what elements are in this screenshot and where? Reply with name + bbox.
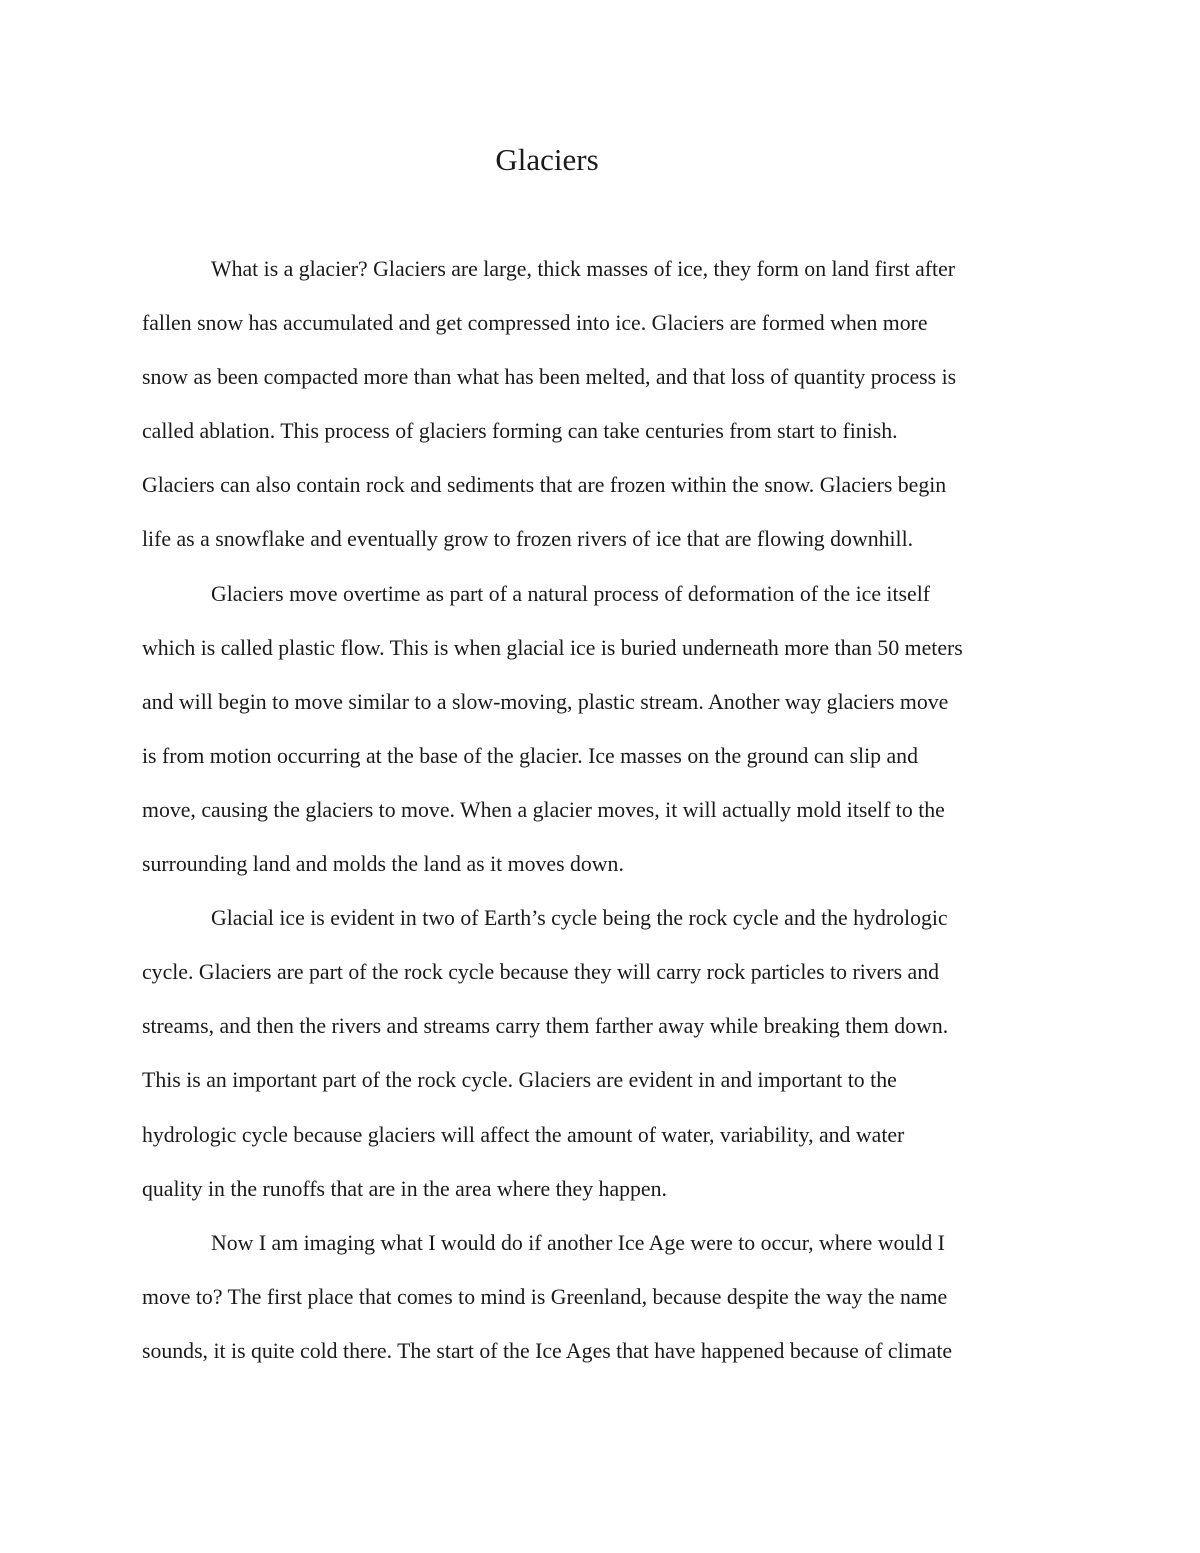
- paragraph-line: hydrologic cycle because glaciers will affect the amount of water, variability, and water: [142, 1122, 905, 1147]
- paragraph-line: and will begin to move similar to a slow-moving, plastic stream. Another way glaciers move: [142, 689, 949, 714]
- paragraph-line: What is a glacier? Glaciers are large, thick masses of ice, they form on land first after: [211, 257, 956, 281]
- document-body: [142, 242, 1060, 1378]
- paragraph-line: move, causing the glaciers to move. When a glacier moves, it will actually mold itself to the: [142, 797, 945, 822]
- paragraph-2: [142, 567, 1060, 892]
- paragraph-line: called ablation. This process of glaciers forming can take centuries from start to finish.: [142, 419, 898, 444]
- document-title: Glaciers: [495, 142, 599, 177]
- paragraph-line: Now I am imaging what I would do if another Ice Age were to occur, where would I: [211, 1230, 945, 1255]
- paragraph-1: [142, 242, 1060, 567]
- paragraph-line: streams, and then the rivers and streams carry them farther away while breaking them down.: [142, 1014, 949, 1039]
- paragraph-line: which is called plastic flow. This is when glacial ice is buried underneath more than 50 meters: [142, 635, 963, 660]
- paragraph-line: Glaciers move overtime as part of a natural process of deformation of the ice itself: [211, 581, 931, 606]
- paragraph-4: [142, 1216, 1060, 1378]
- paragraph-line: is from motion occurring at the base of the glacier. Ice masses on the ground can slip and: [142, 743, 918, 768]
- paragraph-line: move to? The first place that comes to mind is Greenland, because despite the way the name: [142, 1284, 948, 1309]
- paragraph-line: Glacial ice is evident in two of Earth’s cycle being the rock cycle and the hydrologic: [211, 906, 948, 931]
- paragraph-3: [142, 891, 1060, 1216]
- paragraph-line: snow as been compacted more than what has been melted, and that loss of quantity process is: [142, 365, 957, 390]
- paragraph-line: sounds, it is quite cold there. The start of the Ice Ages that have happened because of climate: [142, 1338, 953, 1363]
- paragraph-line: quality in the runoffs that are in the area where they happen.: [142, 1176, 667, 1201]
- paragraph-line: This is an important part of the rock cycle. Glaciers are evident in and important to the: [142, 1068, 897, 1093]
- paragraph-line: life as a snowflake and eventually grow to frozen rivers of ice that are flowing downhill.: [142, 527, 914, 552]
- paragraph-line: cycle. Glaciers are part of the rock cycle because they will carry rock particles to rivers and: [142, 960, 940, 985]
- paragraph-line: Glaciers can also contain rock and sediments that are frozen within the snow. Glaciers begin: [142, 473, 947, 498]
- paragraph-line: fallen snow has accumulated and get compressed into ice. Glaciers are formed when more: [142, 311, 928, 336]
- paragraph-line: surrounding land and molds the land as it moves down.: [142, 852, 624, 877]
